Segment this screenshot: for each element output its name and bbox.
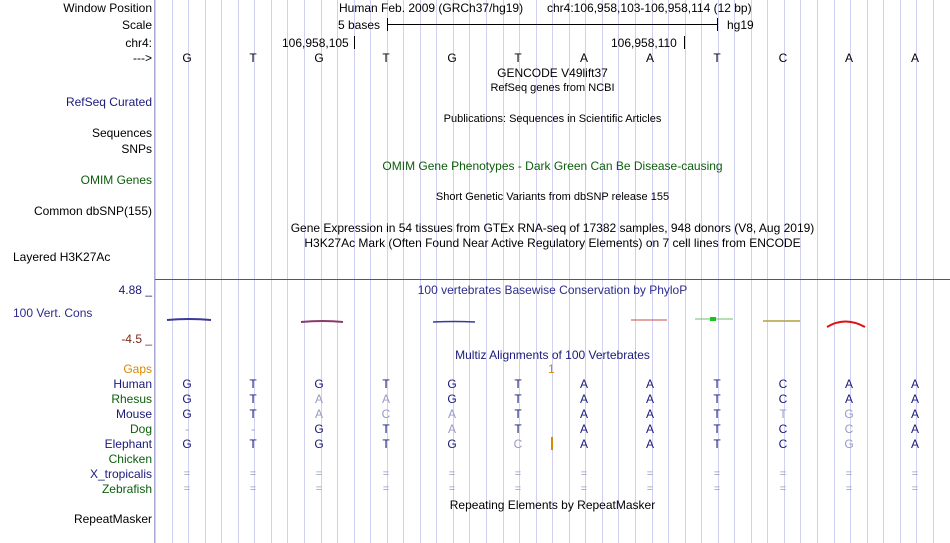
scale-bar [387, 24, 718, 25]
reference-base: A [910, 51, 919, 65]
scale-bar-left-tick [387, 18, 388, 31]
layered-h3k27ac-label[interactable]: Layered H3K27Ac [13, 250, 111, 264]
reference-base: T [382, 51, 390, 65]
alignment-base: G [182, 392, 192, 406]
alignment-base: T [779, 407, 787, 421]
alignment-base: A [579, 437, 588, 451]
alignment-base: G [447, 437, 457, 451]
alignment-base: T [514, 407, 522, 421]
alignment-base: T [514, 392, 522, 406]
reference-base: T [514, 51, 522, 65]
phylop-min-label: -4.5 _ [121, 332, 152, 346]
alignment-base: C [778, 392, 788, 406]
coordinate-110: 106,958,110 [611, 36, 677, 50]
refseq-track-subtitle: RefSeq genes from NCBI [490, 82, 615, 94]
alignment-base: = [448, 468, 456, 480]
alignment-base: G [314, 377, 324, 391]
species-label[interactable]: Rhesus [111, 392, 152, 406]
species-label[interactable]: Dog [129, 422, 152, 436]
alignment-base: A [910, 422, 919, 436]
alignment-base: T [382, 437, 390, 451]
alignment-base: T [713, 437, 721, 451]
alignment-base: G [447, 392, 457, 406]
alignment-base: A [645, 407, 654, 421]
alignment-base: A [579, 422, 588, 436]
refseq-curated-label[interactable]: RefSeq Curated [65, 95, 152, 109]
reference-base: G [447, 51, 457, 65]
gtex-track-title[interactable]: Gene Expression in 54 tissues from GTEx RNA-seq of 17382 samples, 948 donors (V8, Aug 2019) [290, 221, 815, 235]
coordinate-105: 106,958,105 [282, 36, 349, 50]
alignment-base: C [844, 422, 854, 436]
alignment-base: G [447, 377, 457, 391]
multiz-track-title[interactable]: Multiz Alignments of 100 Vertebrates [455, 348, 650, 362]
alignment-base: T [249, 437, 257, 451]
window-position-label: Window Position [63, 1, 152, 15]
alignment-base: = [382, 468, 390, 480]
alignment-base: A [645, 392, 654, 406]
alignment-base: T [249, 392, 257, 406]
phylop-mark-1 [167, 319, 211, 320]
gaps-label[interactable]: Gaps [123, 362, 152, 376]
phylop-mark-5 [433, 322, 475, 323]
reference-base: A [579, 51, 588, 65]
alignment-base: T [713, 392, 721, 406]
db-text: hg19 [727, 18, 754, 32]
alignment-base: A [910, 392, 919, 406]
alignment-base: - [251, 422, 255, 436]
position-text: chr4:106,958,103-106,958,114 (12 bp) [547, 1, 752, 15]
alignment-base: A [314, 392, 323, 406]
omim-genes-label[interactable]: OMIM Genes [80, 173, 152, 187]
alignment-base: T [382, 422, 390, 436]
phylop-plot [155, 310, 950, 334]
snps-label[interactable]: SNPs [121, 142, 152, 156]
alignment-base: = [911, 483, 919, 495]
repeatmasker-track-title[interactable]: Repeating Elements by RepeatMasker [449, 498, 656, 512]
alignment-base: = [315, 483, 323, 495]
reference-base: A [844, 51, 853, 65]
alignment-base: A [579, 377, 588, 391]
alignment-base: A [447, 422, 456, 436]
sequences-label[interactable]: Sequences [91, 126, 152, 140]
alignment-base: = [382, 483, 390, 495]
vert-cons-label[interactable]: 100 Vert. Cons [13, 306, 93, 320]
publications-track-title[interactable]: Publications: Sequences in Scientific Articles [443, 113, 662, 125]
alignment-base: T [382, 377, 390, 391]
common-dbsnp-label[interactable]: Common dbSNP(155) [33, 204, 152, 218]
coordinate-105-tick [354, 36, 355, 49]
reference-base: G [182, 51, 192, 65]
species-label[interactable]: Human [113, 377, 152, 391]
gap-count-marker: 1 [548, 362, 555, 376]
scale-bar-right-tick [717, 18, 718, 31]
alignment-base: = [580, 483, 588, 495]
insertion-marker [551, 437, 553, 450]
alignment-base: G [182, 377, 192, 391]
strand-label: ---> [133, 51, 152, 65]
alignment-base: A [844, 392, 853, 406]
reference-base: T [713, 51, 721, 65]
chrom-label: chr4: [125, 36, 152, 50]
alignment-base: A [645, 422, 654, 436]
species-label[interactable]: Elephant [104, 437, 152, 451]
alignment-base: = [580, 468, 588, 480]
alignment-base: A [645, 377, 654, 391]
species-label[interactable]: Mouse [115, 407, 152, 421]
reference-base: G [314, 51, 324, 65]
alignment-base: = [249, 468, 257, 480]
track-separator [155, 279, 950, 280]
alignment-base: = [183, 468, 191, 480]
species-label[interactable]: Zebrafish [101, 482, 152, 496]
repeatmasker-label[interactable]: RepeatMasker [73, 512, 152, 526]
alignment-base: = [779, 468, 787, 480]
alignment-base: T [249, 407, 257, 421]
phylop-track-title[interactable]: 100 vertebrates Basewise Conservation by PhyloP [417, 283, 688, 297]
alignment-base: = [514, 468, 522, 480]
scale-bases-text: 5 bases [338, 18, 381, 32]
alignment-base: C [513, 437, 523, 451]
alignment-base: T [249, 377, 257, 391]
alignment-base: = [249, 483, 257, 495]
alignment-base: = [514, 483, 522, 495]
phylop-mark-3 [301, 321, 343, 322]
alignment-base: G [844, 407, 854, 421]
alignment-base: A [314, 407, 323, 421]
assembly-text: Human Feb. 2009 (GRCh37/hg19) [339, 1, 524, 15]
alignment-base: A [910, 407, 919, 421]
alignment-base: = [183, 483, 191, 495]
alignment-base: G [182, 407, 192, 421]
alignment-base: = [779, 483, 787, 495]
phylop-max-label: 4.88 _ [118, 283, 152, 297]
alignment-base: T [713, 377, 721, 391]
omim-track-title[interactable]: OMIM Gene Phenotypes - Dark Green Can Be Disease-causing [382, 159, 723, 173]
alignment-base: G [314, 437, 324, 451]
phylop-mark-9-peak [710, 317, 716, 321]
alignment-base: = [448, 483, 456, 495]
alignment-base: = [646, 468, 654, 480]
alignment-base: T [713, 422, 721, 436]
alignment-base: = [315, 468, 323, 480]
scale-label: Scale [121, 18, 152, 32]
alignment-base: T [514, 377, 522, 391]
species-label[interactable]: X_tropicalis [89, 467, 152, 481]
h3k27ac-track-title[interactable]: H3K27Ac Mark (Often Found Near Active Regulatory Elements) on 7 cell lines from ENCODE [304, 236, 801, 250]
alignment-base: A [844, 377, 853, 391]
gencode-track-title[interactable]: GENCODE V49lift37 [497, 66, 608, 80]
alignment-base: C [778, 437, 788, 451]
dbsnp-track-title[interactable]: Short Genetic Variants from dbSNP release 155 [435, 191, 670, 203]
alignment-base: G [182, 437, 192, 451]
alignment-base: C [381, 407, 391, 421]
alignment-base: - [185, 422, 189, 436]
alignment-base: G [844, 437, 854, 451]
alignment-base: = [713, 483, 721, 495]
alignment-base: A [910, 377, 919, 391]
alignment-base: T [514, 422, 522, 436]
alignment-base: A [381, 392, 390, 406]
reference-base: C [778, 51, 788, 65]
alignment-base: T [713, 407, 721, 421]
alignment-base: A [447, 407, 456, 421]
alignment-base: A [579, 407, 588, 421]
species-label[interactable]: Chicken [108, 452, 152, 466]
alignment-base: = [845, 483, 853, 495]
alignment-base: C [778, 377, 788, 391]
coordinate-110-tick [684, 36, 685, 49]
alignment-base: = [713, 468, 721, 480]
alignment-base: = [911, 468, 919, 480]
alignment-base: A [910, 437, 919, 451]
alignment-base: G [314, 422, 324, 436]
reference-base: A [645, 51, 654, 65]
phylop-mark-11 [827, 322, 865, 328]
alignment-base: A [579, 392, 588, 406]
alignment-base: = [646, 483, 654, 495]
reference-base: T [249, 51, 257, 65]
alignment-base: C [778, 422, 788, 436]
alignment-base: = [845, 468, 853, 480]
alignment-base: A [645, 437, 654, 451]
